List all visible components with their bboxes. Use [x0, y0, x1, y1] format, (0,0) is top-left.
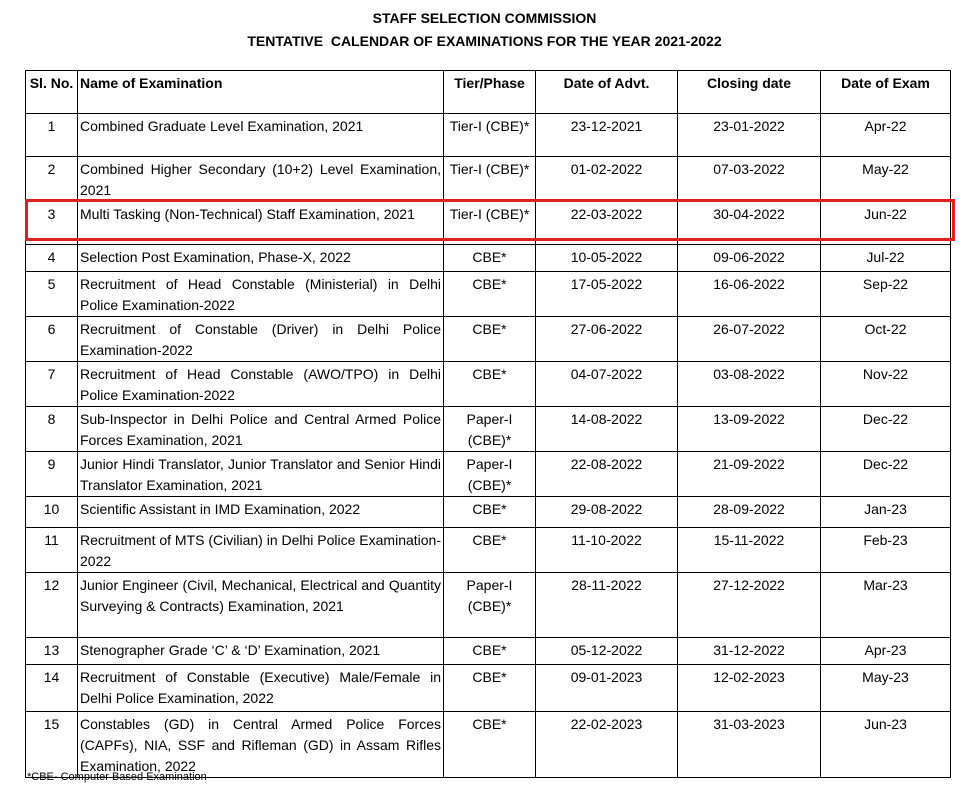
cell-exam-name: Recruitment of Head Constable (AWO/TPO) in Delhi Police Examination-2022	[78, 362, 444, 407]
column-header-name: Name of Examination	[78, 71, 444, 114]
cell-tier: CBE*	[444, 638, 536, 665]
table-row	[26, 497, 951, 528]
cell-sl-no: 8	[26, 407, 78, 452]
cell-exam-name: Junior Hindi Translator, Junior Translator and Senior Hindi Translator Examination, 2021	[78, 452, 444, 497]
column-header-sl-no: Sl. No.	[26, 71, 78, 114]
cell-exam-date: Jul-22	[821, 245, 951, 272]
column-header-exam-date: Date of Exam	[821, 71, 951, 114]
cell-tier: CBE*	[444, 362, 536, 407]
table-row	[26, 712, 951, 778]
cell-exam-date: Dec-22	[821, 452, 951, 497]
cell-sl-no: 15	[26, 712, 78, 778]
cell-tier: CBE*	[444, 317, 536, 362]
footnote: *CBE- Computer Based Examination	[27, 771, 207, 783]
cell-exam-name: Multi Tasking (Non-Technical) Staff Examination, 2021	[78, 202, 444, 245]
cell-advt-date: 09-01-2023	[536, 665, 678, 712]
cell-sl-no: 10	[26, 497, 78, 528]
cell-exam-name: Recruitment of Head Constable (Ministerial) in Delhi Police Examination-2022	[78, 272, 444, 317]
cell-closing-date: 26-07-2022	[678, 317, 821, 362]
cell-exam-date: Mar-23	[821, 573, 951, 638]
table-row	[26, 245, 951, 272]
cell-advt-date: 29-08-2022	[536, 497, 678, 528]
cell-closing-date: 07-03-2022	[678, 157, 821, 202]
cell-sl-no: 9	[26, 452, 78, 497]
cell-exam-name: Combined Graduate Level Examination, 2021	[78, 114, 444, 157]
cell-tier: Tier-I (CBE)*	[444, 114, 536, 157]
cell-tier: Paper-I (CBE)*	[444, 573, 536, 638]
table-row	[26, 573, 951, 638]
table-row	[26, 528, 951, 573]
table-row	[26, 317, 951, 362]
table-row	[26, 157, 951, 202]
cell-closing-date: 21-09-2022	[678, 452, 821, 497]
cell-sl-no: 14	[26, 665, 78, 712]
cell-exam-name: Recruitment of MTS (Civilian) in Delhi Police Examination- 2022	[78, 528, 444, 573]
table-header-row	[26, 71, 951, 114]
cell-closing-date: 03-08-2022	[678, 362, 821, 407]
cell-advt-date: 22-08-2022	[536, 452, 678, 497]
cell-closing-date: 16-06-2022	[678, 272, 821, 317]
table-row	[26, 665, 951, 712]
cell-exam-date: Apr-23	[821, 638, 951, 665]
exam-calendar-table	[25, 70, 951, 778]
cell-exam-date: Feb-23	[821, 528, 951, 573]
cell-closing-date: 12-02-2023	[678, 665, 821, 712]
cell-exam-name: Junior Engineer (Civil, Mechanical, Electrical and Quantity Surveying & Contracts) Examination, 2021	[78, 573, 444, 638]
cell-closing-date: 15-11-2022	[678, 528, 821, 573]
cell-sl-no: 11	[26, 528, 78, 573]
cell-sl-no: 6	[26, 317, 78, 362]
column-header-tier: Tier/Phase	[444, 71, 536, 114]
cell-sl-no: 5	[26, 272, 78, 317]
cell-closing-date: 30-04-2022	[678, 202, 821, 245]
document-subtitle: TENTATIVE CALENDAR OF EXAMINATIONS FOR THE YEAR 2021-2022	[247, 33, 722, 49]
column-header-advt-date: Date of Advt.	[536, 71, 678, 114]
cell-exam-name: Sub-Inspector in Delhi Police and Central Armed Police Forces Examination, 2021	[78, 407, 444, 452]
cell-advt-date: 04-07-2022	[536, 362, 678, 407]
cell-advt-date: 17-05-2022	[536, 272, 678, 317]
cell-sl-no: 3	[26, 202, 78, 245]
cell-sl-no: 2	[26, 157, 78, 202]
table-row	[26, 638, 951, 665]
cell-closing-date: 31-12-2022	[678, 638, 821, 665]
cell-tier: CBE*	[444, 528, 536, 573]
cell-advt-date: 27-06-2022	[536, 317, 678, 362]
cell-exam-name: Stenographer Grade ‘C’ & ‘D’ Examination, 2021	[78, 638, 444, 665]
table-row	[26, 272, 951, 317]
cell-tier: CBE*	[444, 712, 536, 778]
cell-sl-no: 13	[26, 638, 78, 665]
cell-exam-date: Nov-22	[821, 362, 951, 407]
cell-exam-date: Jan-23	[821, 497, 951, 528]
cell-exam-date: Apr-22	[821, 114, 951, 157]
cell-closing-date: 13-09-2022	[678, 407, 821, 452]
cell-advt-date: 14-08-2022	[536, 407, 678, 452]
cell-sl-no: 7	[26, 362, 78, 407]
cell-exam-date: Jun-23	[821, 712, 951, 778]
cell-exam-date: May-23	[821, 665, 951, 712]
cell-closing-date: 28-09-2022	[678, 497, 821, 528]
cell-exam-date: Sep-22	[821, 272, 951, 317]
cell-advt-date: 01-02-2022	[536, 157, 678, 202]
cell-advt-date: 05-12-2022	[536, 638, 678, 665]
cell-exam-date: Dec-22	[821, 407, 951, 452]
table-row	[26, 452, 951, 497]
cell-exam-name: Combined Higher Secondary (10+2) Level Examination, 2021	[78, 157, 444, 202]
cell-sl-no: 1	[26, 114, 78, 157]
cell-exam-name: Selection Post Examination, Phase-X, 2022	[78, 245, 444, 272]
cell-advt-date: 22-03-2022	[536, 202, 678, 245]
cell-closing-date: 09-06-2022	[678, 245, 821, 272]
table-row	[26, 114, 951, 157]
cell-exam-date: Jun-22	[821, 202, 951, 245]
cell-exam-date: May-22	[821, 157, 951, 202]
cell-exam-date: Oct-22	[821, 317, 951, 362]
cell-tier: Paper-I (CBE)*	[444, 452, 536, 497]
cell-advt-date: 10-05-2022	[536, 245, 678, 272]
cell-sl-no: 4	[26, 245, 78, 272]
cell-advt-date: 28-11-2022	[536, 573, 678, 638]
cell-tier: Paper-I (CBE)*	[444, 407, 536, 452]
document-title: STAFF SELECTION COMMISSION	[372, 10, 597, 26]
cell-tier: CBE*	[444, 665, 536, 712]
column-header-closing-date: Closing date	[678, 71, 821, 114]
cell-exam-name: Recruitment of Constable (Executive) Male/Female in Delhi Police Examination, 2022	[78, 665, 444, 712]
cell-sl-no: 12	[26, 573, 78, 638]
cell-tier: CBE*	[444, 497, 536, 528]
cell-closing-date: 27-12-2022	[678, 573, 821, 638]
cell-exam-name: Recruitment of Constable (Driver) in Delhi Police Examination-2022	[78, 317, 444, 362]
cell-closing-date: 23-01-2022	[678, 114, 821, 157]
cell-advt-date: 11-10-2022	[536, 528, 678, 573]
cell-tier: CBE*	[444, 272, 536, 317]
cell-tier: CBE*	[444, 245, 536, 272]
cell-advt-date: 23-12-2021	[536, 114, 678, 157]
cell-tier: Tier-I (CBE)*	[444, 202, 536, 245]
table-row	[26, 362, 951, 407]
cell-exam-name: Scientific Assistant in IMD Examination, 2022	[78, 497, 444, 528]
table-row	[26, 202, 951, 245]
cell-closing-date: 31-03-2023	[678, 712, 821, 778]
cell-advt-date: 22-02-2023	[536, 712, 678, 778]
table-row	[26, 407, 951, 452]
cell-tier: Tier-I (CBE)*	[444, 157, 536, 202]
cell-exam-name: Constables (GD) in Central Armed Police Forces (CAPFs), NIA, SSF and Rifleman (GD) in Assam Rifles Examination, 2022	[78, 712, 444, 778]
